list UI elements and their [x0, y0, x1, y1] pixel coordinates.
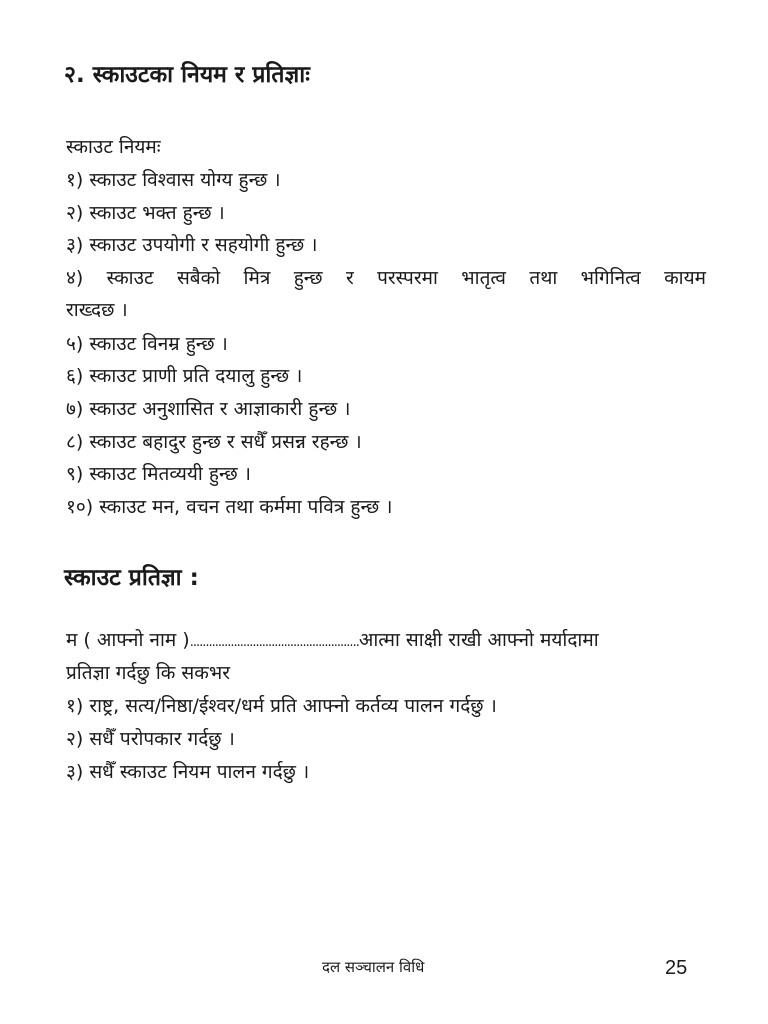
- pledge-intro-line2: प्रतिज्ञा गर्दछु कि सकभर: [66, 662, 230, 684]
- pledge-intro: [66, 626, 599, 657]
- rule-item: १) स्काउट विश्वास योग्य हुन्छ ।: [66, 169, 281, 191]
- pledge-item: २) सधैँ परोपकार गर्दछु ।: [66, 728, 235, 750]
- name-blank: ......................................................: [189, 635, 359, 650]
- rule-item: १०) स्काउट मन, वचन तथा कर्ममा पवित्र हुन्छ ।: [66, 496, 393, 518]
- pledge-item: ३) सधैँ स्काउट नियम पालन गर्दछु ।: [66, 761, 310, 783]
- rule-item: ६) स्काउट प्राणी प्रति दयालु हुन्छ ।: [66, 365, 303, 387]
- rule-item: ४) स्काउट सबैको मित्र हुन्छ र परस्परमा भातृत्व तथा भगिनित्व कायम: [66, 267, 706, 289]
- rule-item: ३) स्काउट उपयोगी र सहयोगी हुन्छ ।: [66, 234, 318, 256]
- rule-item-continuation: राख्दछ ।: [66, 299, 128, 321]
- rule-item: २) स्काउट भक्त हुन्छ ।: [66, 202, 225, 224]
- rule-item: ८) स्काउट बहादुर हुन्छ र सधैँ प्रसन्न रहन्छ ।: [66, 431, 362, 453]
- pledge-intro-start: म ( आफ्नो नाम ): [66, 629, 190, 651]
- rule-item: ५) स्काउट विनम्र हुन्छ ।: [66, 333, 228, 355]
- footer-title: दल सञ्चालन विधि: [322, 958, 425, 976]
- rule-item: ७) स्काउट अनुशासित र आज्ञाकारी हुन्छ ।: [66, 398, 351, 420]
- rules-heading: स्काउट नियमः: [66, 136, 161, 158]
- pledge-item: १) राष्ट्र, सत्य/निष्ठा/ईश्वर/धर्म प्रति आफ्नो कर्तव्य पालन गर्दछु ।: [66, 695, 497, 717]
- pledge-heading: स्काउट प्रतिज्ञा :: [64, 565, 199, 591]
- section-title: २. स्काउटका नियम र प्रतिज्ञाः: [64, 62, 310, 88]
- rule-item: ९) स्काउट मितव्ययी हुन्छ ।: [66, 463, 251, 485]
- pledge-intro-end: आत्मा साक्षी राखी आफ्नो मर्यादामा: [358, 629, 599, 651]
- page-number: 25: [665, 957, 688, 979]
